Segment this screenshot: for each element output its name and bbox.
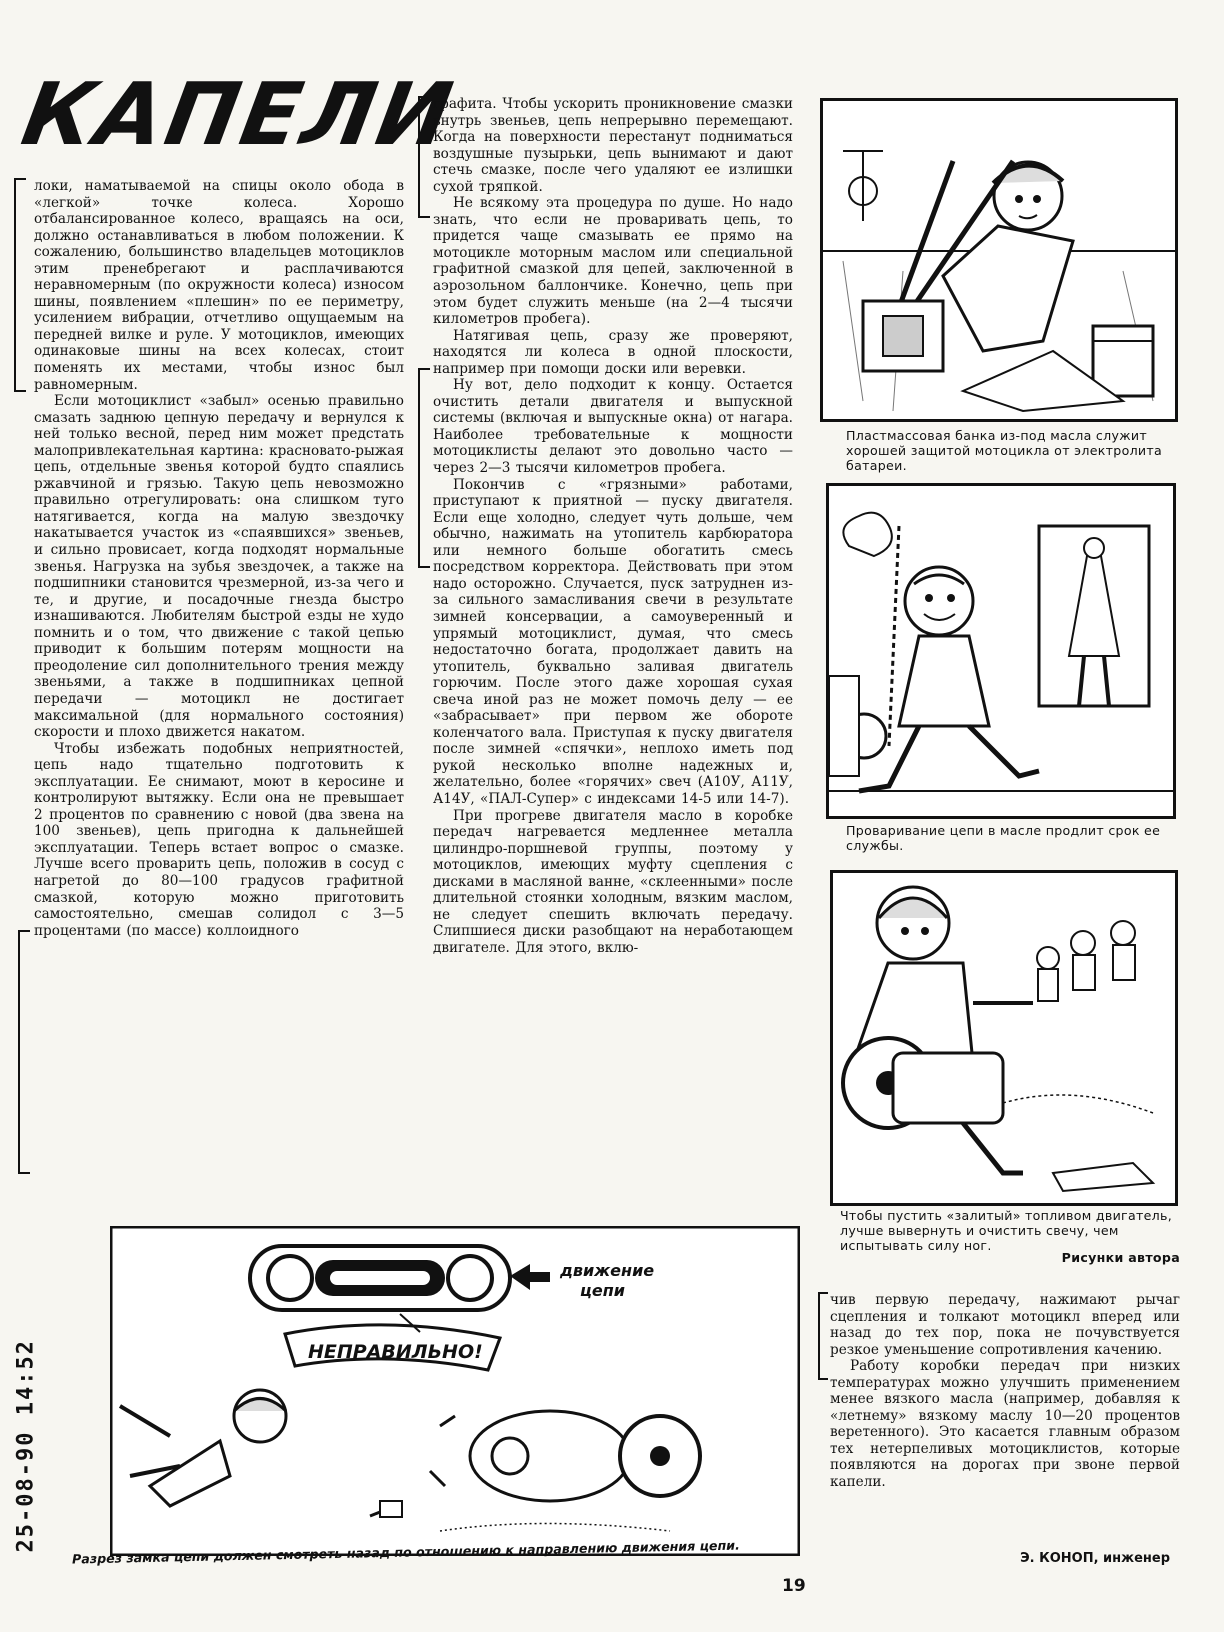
arrow-label-line1: движение: [560, 1261, 655, 1280]
illustration-chain-boiling: [826, 483, 1176, 819]
arrow-label-line2: цепи: [580, 1281, 625, 1300]
paragraph: Покончив с «грязными» работами, приступают к приятной — пуску двигателя. Если еще холодно, следует чуть дольше, чем обычно, нажимать на утопитель карбюратора или немного больше обогатить смесь посредством корректора. Действовать при этом надо осторожно. Случается, пуск затруднен из-за сильного замасливания свечи в результате зимней консервации, а самоуверенный и упрямый мотоциклист, думая, что смесь недостаточно богата, продолжает давить на утопитель, буквально заливая двигатель горючим. После этого даже хорошая сухая свеча иной раз не может помочь делу — ее «забрасывает» при первом же обороте коленчатого вала. Приступая к пуску двигателя после зимней «спячки», неплохо иметь под рукой несколько вполне надежных и, желательно, более «горячих» свеч (А10У, А11У, А14У, «ПАЛ-Супер» с индексами 14-5 или 14-7).: [433, 476, 793, 807]
paragraph: Ну вот, дело подходит к концу. Остается очистить детали двигателя и выпускной системы (включая и выпускные окна) от нагара. Наиболее требовательные к мощности мотоциклисты делают это довольно часто — через 2—3 тысячи километров пробега.: [433, 377, 793, 477]
editing-bracket: [818, 1292, 828, 1380]
bottom-figure-caption: Разрез замка цепи должен смотреть назад по отношению к направлению движения цепи.: [71, 1537, 740, 1567]
paragraph: графита. Чтобы ускорить проникновение смазки внутрь звеньев, цепь непрерывно перемещают. Когда на поверхности перестанут подниматься воздушные пузырьки, цепь вынимают и дают стечь смазке, после чего удаляют ее излишки сухой тряпкой.: [433, 96, 793, 195]
editing-bracket: [14, 178, 26, 392]
illustration-credit: Рисунки автора: [1061, 1250, 1180, 1265]
chain-link-crash-svg: [110, 1226, 800, 1556]
warning-banner: НЕПРАВИЛЬНО!: [308, 1341, 483, 1363]
illustration-chain-link-wrong: [110, 1226, 800, 1556]
figure-caption: Чтобы пустить «залитый» топливом двигатель, лучше вывернуть и очистить свечу, чем испытывать силу ног.: [840, 1208, 1173, 1253]
cartoon-motorcyclist-svg: [833, 873, 1175, 1203]
editing-bracket: [18, 930, 30, 1174]
paragraph: Если мотоциклист «забыл» осенью правильно смазать заднюю цепную передачу и вернулся к ней только весной, перед ним может предстать малопривлекательная картина: красновато-рыжая цепь, отдельные звенья которой будто спаялись ржавчиной и грязью. Такую цепь невозможно правильно отрегулировать: она слишком туго натягивается, когда на малую звездочку накатывается участок из «спаявшихся» звеньев, и сильно провисает, когда подходят нормальные звенья. Нагрузка на зубья звездочек, а также на подшипники становится чрезмерной, из-за чего и те, и другие, и посадочные гнезда быстро изнашиваются. Любителям быстрой езды не худо помнить и о том, что движение с такой цепью приводит к большим потерям мощности на преодоление сил дополнительного трения между звеньями, а также в подшипниках цепной передачи — мотоцикл не достигает максимальной (для нормального состояния) скорости и плохо движется накатом.: [34, 393, 404, 741]
paragraph: Работу коробки передач при низких температурах можно улучшить применением менее вязкого масла (например, добавляя к «летнему» вязкому маслу 10—20 процентов веретенного). Это касается главным образом тех нетерпеливых мотоциклистов, которые появляются на дорогах при звоне первой капели.: [830, 1358, 1180, 1491]
paragraph: Натягивая цепь, сразу же проверяют, находятся ли колеса в одной плоскости, например при помощи доски или веревки.: [433, 327, 793, 377]
article-column-1: [34, 178, 404, 939]
article-column-2: [433, 96, 793, 956]
paragraph: Чтобы избежать подобных неприятностей, цепь надо тщательно подготовить к эксплуатации. Ее снимают, моют в керосине и контролируют вытяжку. Если она не превышает 2 процентов по сравнению с новой (два звена на 100 звеньев), цепь пригодна к дальнейшей эксплуатации. Теперь встает вопрос о смазке. Лучше всего проварить цепь, положив в сосуд с нагретой до 80—100 градусов графитной смазкой, которую можно приготовить самостоятельно, смешав солидол с 3—5 процентами (по массе) коллоидного: [34, 740, 404, 939]
paragraph: При прогреве двигателя масло в коробке передач нагревается медленнее металла цилиндро-поршневой группы, поэтому у мотоциклов, имеющих муфту сцепления с дисками в масляной ванне, «склеенными» после длительной стоянки холодным, вязким маслом, не следует спешить включать передачу. Слипшиеся диски разобщают на неработающем двигателе. Для этого, вклю-: [433, 807, 793, 956]
figure-caption: Пластмассовая банка из-под масла служит хорошей защитой мотоцикла от электролита батареи.: [846, 428, 1163, 473]
article-title: КАПЕЛИ: [15, 65, 462, 165]
figure-caption: Проваривание цепи в масле продлит срок ее службы.: [846, 823, 1161, 853]
cartoon-man-with-chain-svg: [829, 486, 1173, 816]
editing-bracket: [418, 96, 430, 218]
paragraph: локи, наматываемой на спицы около обода в «легкой» точке колеса. Хорошо отбалансированное колесо, вращаясь на оси, должно останавливаться в любом положении. К сожалению, большинство владельцев мотоциклов этим пренебрегают и расплачиваются неравномерным (по окружности колеса) износом шины, появлением «плешин» по ее периметру, усилением вибрации, отчетливо ощущаемым на передней вилке и руле. У мотоциклов, имеющих одинаковые шины на всех колесах, стоит поменять их местами, чтобы износ был равномерным.: [34, 178, 404, 393]
article-author: Э. КОНОП, инженер: [1020, 1551, 1170, 1566]
cartoon-man-with-battery-svg: [823, 101, 1175, 419]
editing-bracket: [418, 368, 430, 568]
paragraph: Не всякому эта процедура по душе. Но надо знать, что если не проваривать цепь, то придется чаще смазывать ее прямо на мотоцикле моторным маслом или специальной графитной смазкой для цепей, заключенной в аэрозольном баллончике. Конечно, цепь при этом будет служить меньше (на 2—4 тысячи километров пробега).: [433, 195, 793, 328]
print-timestamp: 25-08-90 14:52: [13, 1339, 39, 1553]
article-column-3: [830, 1292, 1180, 1491]
illustration-battery-cover: [820, 98, 1178, 422]
page-number: 19: [782, 1576, 806, 1596]
illustration-spark-plug: [830, 870, 1178, 1206]
paragraph: чив первую передачу, нажимают рычаг сцепления и толкают мотоцикл вперед или назад до тех пор, пока не почувствуется резкое уменьшение сопротивления качению.: [830, 1292, 1180, 1358]
